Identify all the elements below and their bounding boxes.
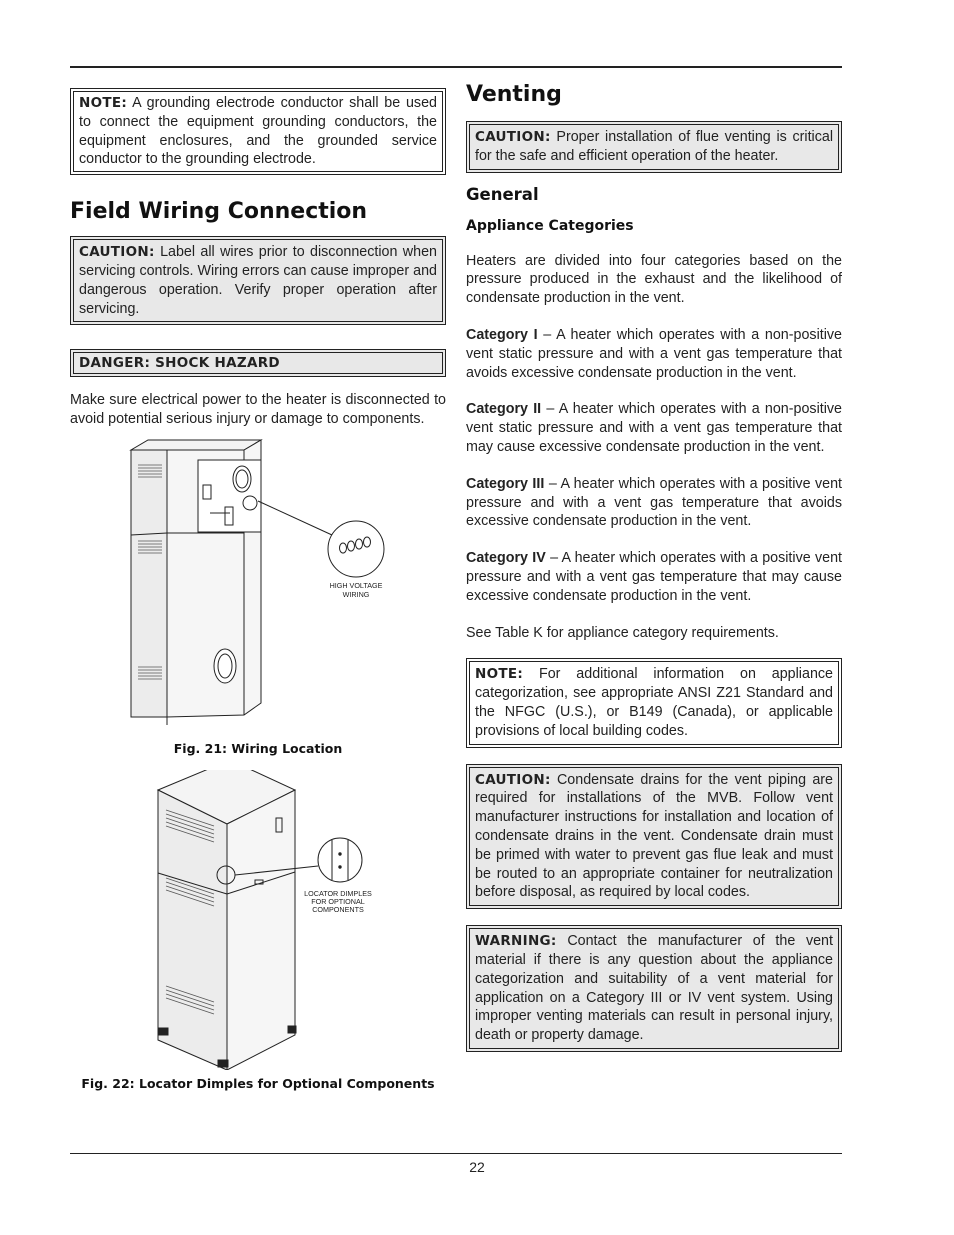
fig21-callout-line2: WIRING (342, 589, 370, 599)
caution1-text: Proper installation of flue venting is critical for the safe and efficient operation of the heater. (475, 129, 833, 164)
field-wiring-title: Field Wiring Connection (70, 199, 368, 225)
bottom-rule (70, 1153, 842, 1154)
caution1-label: CAUTION: (475, 129, 551, 145)
category-3-label: Category III (466, 475, 545, 492)
category-3 (466, 475, 842, 531)
category-1 (466, 326, 842, 382)
fig22-caption: Fig. 22: Locator Dimples for Optional Components (81, 1075, 435, 1091)
note-text: A grounding electrode conductor shall be used to connect the equipment grounding conductors, the equipment enclosures, and the grounded service conductor to the grounding electrode. (79, 95, 437, 168)
appliance-categories-heading: Appliance Categories (466, 217, 634, 234)
categories-intro: Heaters are divided into four categories based on the pressure produced in the exhaust and the likelihood of condensate production in the vent. (466, 252, 842, 307)
general-heading: General (466, 184, 539, 204)
note-text: For additional information on appliance categorization, see appropriate ANSI Z21 Standard and the NFGC (U.S.), or B149 (Canada), or applicable provisions of local building codes. (475, 666, 833, 739)
category-4-label: Category IV (466, 550, 546, 567)
caution2-text: Condensate drains for the vent piping are required for installations of the MVB. Follow vent manufacturer instructions for installation and location of condensate drains in the vent. Condensate drain must be primed with water to prevent gas flue leak and must be routed to an appropriate container for neutralization before disposal, as required by local codes. (475, 771, 833, 901)
category-1-label: Category I (466, 326, 538, 343)
venting-title: Venting (466, 82, 562, 107)
fig22-callout-line1: LOCATOR DIMPLES (304, 888, 372, 898)
ansi-note-box (466, 658, 842, 747)
danger-text: Make sure electrical power to the heater is disconnected to avoid potential serious injury or damage to components. (70, 392, 446, 428)
right-column (466, 82, 842, 1052)
fig22-illustration (70, 770, 446, 1070)
note-label: NOTE: (475, 666, 524, 683)
warning-label: WARNING: (475, 933, 557, 950)
table-k-reference: See Table K for appliance category requirements. (466, 624, 779, 641)
fig22-callout-line3: COMPONENTS (312, 904, 364, 914)
category-4 (466, 549, 842, 605)
category-2-text: – A heater which operates with a non-positive vent static pressure and with a vent gas temperature that may cause excessive condensate production in the vent. (466, 401, 842, 455)
grounding-note-box (70, 88, 446, 175)
note-label: NOTE: (79, 95, 128, 111)
fig21-caption: Fig. 21: Wiring Location (173, 740, 343, 756)
danger-box: DANGER: SHOCK HAZARD (70, 349, 446, 377)
category-2-label: Category II (466, 401, 542, 418)
left-column (70, 88, 446, 1091)
top-rule (70, 66, 842, 68)
caution-label: CAUTION: (79, 244, 155, 261)
category-4-text: – A heater which operates with a positive vent pressure and with a vent gas temperature that may cause excessive condensate production in the vent. (466, 550, 842, 604)
fig21-illustration (70, 435, 446, 735)
venting-caution-box (466, 121, 842, 173)
wiring-caution-box (70, 236, 446, 325)
warning-text: Contact the manufacturer of the vent material if there is any question about the appliance categorization and suitability of a vent material for application on a Category III or IV vent system. Using improper venting materials can result in personal injury, death or property damage. (475, 933, 833, 1044)
category-3-text: – A heater which operates with a positive vent pressure and with a vent gas temperature that avoids excessive condensate production in the vent. (466, 475, 843, 530)
category-1-text: – A heater which operates with a non-positive vent static pressure and with a vent gas temperature that avoids excessive condensate production in the vent. (466, 326, 842, 381)
condensate-caution-box (466, 764, 842, 910)
caution2-label: CAUTION: (475, 771, 551, 788)
caution-text: Label all wires prior to disconnection when servicing controls. Wiring errors can cause improper and dangerous operation. Verify proper operation after servicing. (79, 244, 437, 317)
page-number: 22 (469, 1159, 485, 1175)
venting-warning-box (466, 925, 842, 1052)
fig22-callout-line2: FOR OPTIONAL (311, 896, 365, 906)
category-2 (466, 400, 842, 456)
fig21-callout-line1: HIGH VOLTAGE (329, 580, 383, 590)
